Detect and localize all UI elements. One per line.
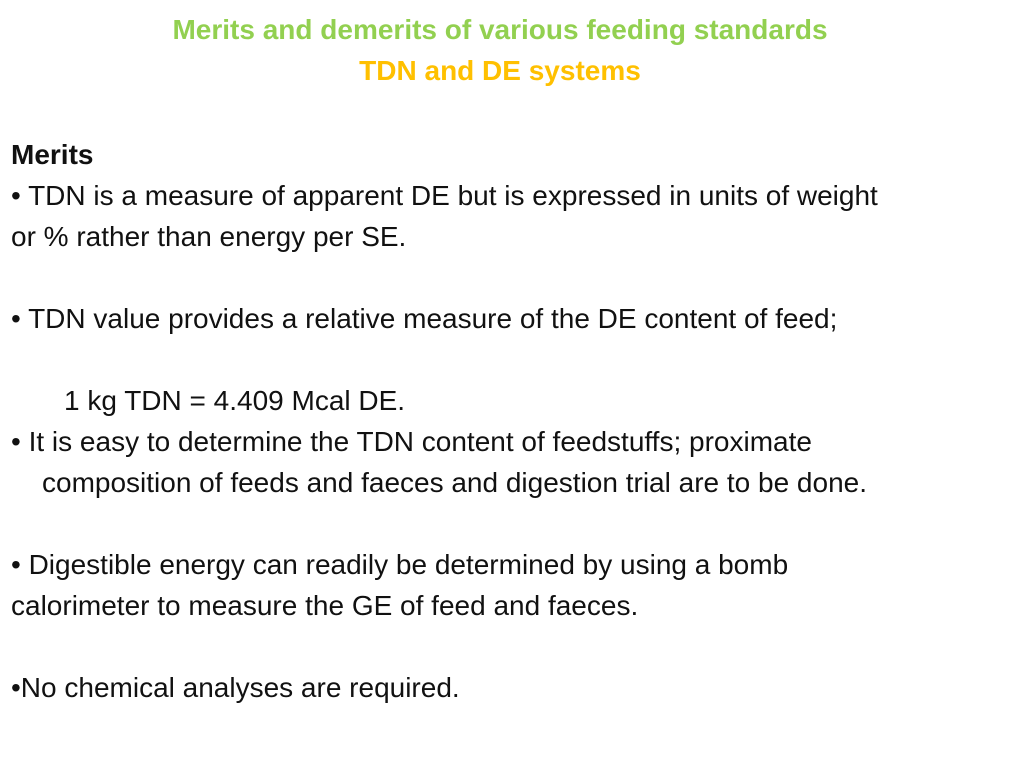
tdn-conversion-equation: 1 kg TDN = 4.409 Mcal DE. bbox=[64, 385, 406, 416]
slide-subtitle: TDN and DE systems bbox=[359, 55, 641, 86]
bullet-easy-determine: • It is easy to determine the TDN content of feedstuffs; proximate bbox=[11, 426, 812, 457]
bullet-no-chemical-analyses: •No chemical analyses are required. bbox=[11, 672, 460, 703]
bullet-tdn-measure: • TDN is a measure of apparent DE but is expressed in units of weight bbox=[11, 180, 878, 211]
slide-title: Merits and demerits of various feeding standards bbox=[172, 14, 828, 45]
bullet-tdn-value: • TDN value provides a relative measure of the DE content of feed; bbox=[11, 303, 838, 334]
bullet-tdn-measure-continued: or % rather than energy per SE. bbox=[11, 221, 407, 252]
bullet-digestible-energy-continued: calorimeter to measure the GE of feed and faeces. bbox=[11, 590, 639, 621]
slide-content bbox=[11, 134, 1011, 708]
spacer bbox=[11, 503, 1011, 544]
spacer bbox=[11, 626, 1011, 667]
merits-heading: Merits bbox=[11, 139, 94, 170]
bullet-digestible-energy: • Digestible energy can readily be determined by using a bomb bbox=[11, 549, 789, 580]
spacer bbox=[11, 257, 1011, 298]
spacer bbox=[11, 339, 1011, 380]
bullet-easy-determine-continued: composition of feeds and faeces and digestion trial are to be done. bbox=[42, 467, 867, 498]
